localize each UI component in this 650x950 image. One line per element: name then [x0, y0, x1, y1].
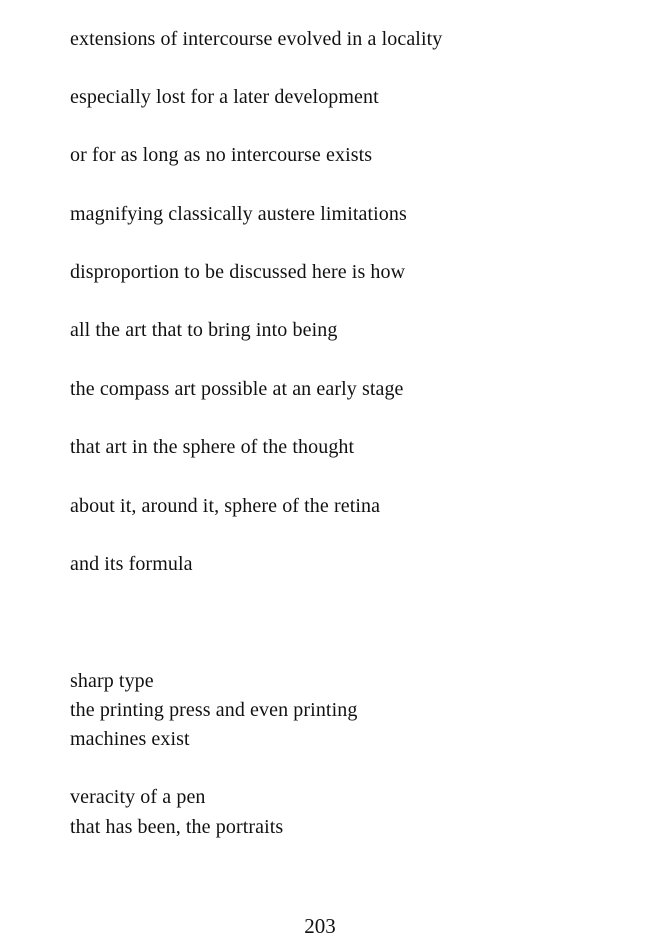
poem-line: all the art that to bring into being	[70, 319, 338, 341]
page-number: 203	[304, 914, 336, 938]
poem-line: the printing press and even printing	[70, 699, 358, 721]
poem-line: machines exist	[70, 728, 190, 750]
poem-line: about it, around it, sphere of the retina	[70, 495, 381, 517]
poem-line: sharp type	[70, 670, 154, 692]
poem-line: magnifying classically austere limitations	[70, 203, 407, 225]
poem-line: or for as long as no intercourse exists	[70, 144, 373, 166]
poem-line: extensions of intercourse evolved in a locality	[70, 28, 443, 50]
poem-line: that has been, the portraits	[70, 816, 284, 838]
poem-line: especially lost for a later development	[70, 86, 379, 108]
poem-line: the compass art possible at an early stage	[70, 378, 404, 400]
poem-line: and its formula	[70, 553, 193, 575]
poem-line: veracity of a pen	[70, 786, 206, 808]
poem-line: that art in the sphere of the thought	[70, 436, 355, 458]
poem-line: disproportion to be discussed here is how	[70, 261, 406, 283]
